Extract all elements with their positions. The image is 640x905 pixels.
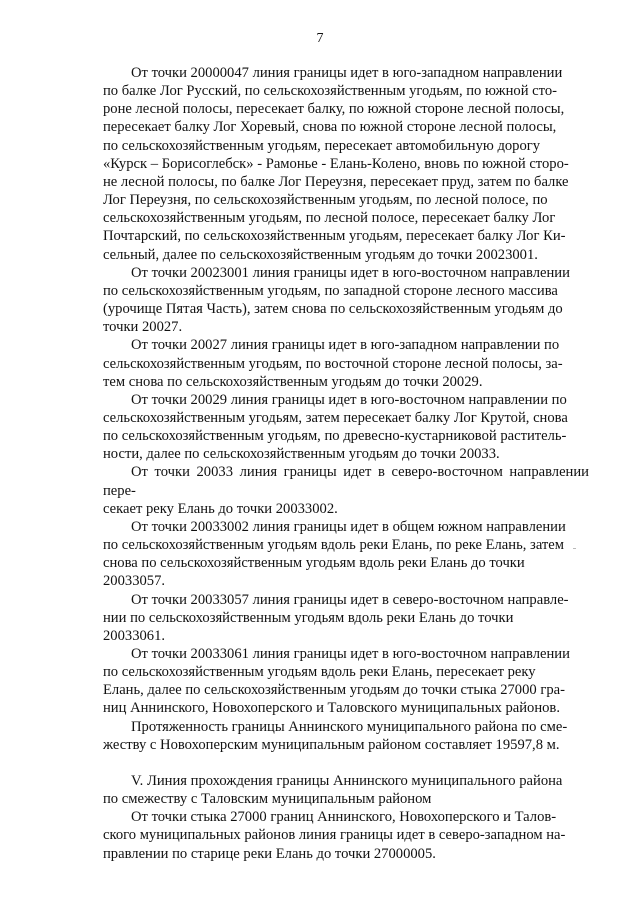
paragraph-point-20000047: От точки 20000047 линия границы идет в юго-западном направлении по балке Лог Русский, по сельскохозяйственным угодьям, по южной сто- роне лесной полосы, пересекает балку, по южной стороне лесной полосы, пересекает балку Лог Хоревый, снова по южной стороне лесной полосы, по сельскохозяйственным угодьям, пересекает автомобильную дорогу «Курск – Борисоглебск» - Рамонье - Елань-Колено, вновь по южной сторо- не лесной полосы, по балке Лог Переузня, пересекает пруд, затем по балке Лог Переузня, по сельскохозяйственным угодьям, по лесной полосе, по сельскохозяйственным угодьям, по лесной полосе, пересекает балку Лог Почтарский, по сельскохозяйственным угодьям, пересекает балку Лог Ки- сельный, далее по сельскохозяйственным угодьям до точки 20023001. xyxy=(103,65,569,263)
paragraph-boundary-length: Протяженность границы Аннинского муниципального района по сме- жеству с Новохоперским муниципальным районом составляет 19597,8 м. xyxy=(103,718,568,753)
section-v-heading: V. Линия прохождения границы Аннинского муниципального района по смежеству с Таловским муниципальным районом xyxy=(103,772,563,808)
paragraph-point-20029: От точки 20029 линия границы идет в юго-восточном направлении по сельскохозяйственным угодьям, затем пересекает балку Лог Крутой, снова по сельскохозяйственным угодьям, по древесно-кустарниковой раститель- ности, далее по сельскохозяйственным угодьям до точки 20033. xyxy=(103,391,568,463)
paragraph-point-20027: От точки 20027 линия границы идет в юго-западном направлении по сельскохозяйственным угодьям, по восточной стороне лесной полосы, за- тем снова по сельскохозяйственным угодьям до точки 20029. xyxy=(103,337,563,390)
document-body xyxy=(103,64,589,863)
paragraph-point-20033002: От точки 20033002 линия границы идет в общем южном направлении по сельскохозяйственным угодьям вдоль реки Елань, по реке Елань, затем снова по сельскохозяйственным угодьям вдоль реки Елань до точки 20033057. xyxy=(103,518,566,590)
scan-speck xyxy=(573,548,576,549)
paragraph-point-20023001: От точки 20023001 линия границы идет в юго-восточном направлении по сельскохозяйственным угодьям, по западной стороне лесного массива (урочище Пятая Часть), затем снова по сельскохозяйственным угодьям до точки 20027. xyxy=(103,264,570,336)
paragraph-point-20033061: От точки 20033061 линия границы идет в юго-восточном направлении по сельскохозяйственным угодьям вдоль реки Елань, пересекает реку Елань, далее по сельскохозяйственным угодьям до точки стыка 27000 гра- ниц Аннинского, Новохоперского и Таловского муниципальных районов. xyxy=(103,646,570,717)
paragraph-point-27000: От точки стыка 27000 границ Аннинского, Новохоперского и Талов- ского муниципальных районов линия границы идет в северо-западном на- правлении по старице реки Елань до точки 27000005. xyxy=(103,809,566,862)
paragraph-point-20033057: От точки 20033057 линия границы идет в северо-восточном направле- нии по сельскохозяйственным угодьям вдоль реки Елань до точки 20033061. xyxy=(103,591,569,644)
page-number: 7 xyxy=(316,31,324,46)
paragraph-point-20033: От точки 20033 линия границы идет в северо-восточном направлении пере- секает реку Елань до точки 20033002. xyxy=(103,464,589,517)
section-spacer xyxy=(103,754,589,772)
